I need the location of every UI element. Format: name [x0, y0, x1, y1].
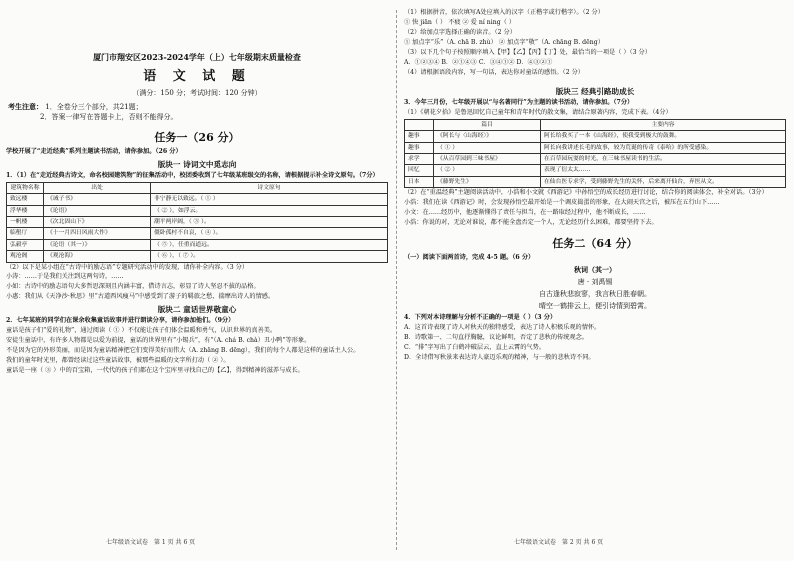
table-row — [7, 216, 388, 227]
page-2 — [404, 8, 786, 548]
q4-option-c: C．“排”字写出了白鹤冲破层云，直上云霄的气势。 — [404, 343, 545, 351]
part1-title: （一）阅读下面两首诗，完成 4-5 题。（6 分） — [404, 254, 535, 262]
table-cell: 《诫子书》 — [44, 194, 151, 205]
notice-label: 考生注意： — [8, 101, 43, 111]
table-row — [405, 176, 786, 187]
fill-q3: （3）以下几个句子按照顺序填入【甲】【乙】【丙】【丁】处，最恰当的一项是（ ）（3 分） — [404, 48, 651, 56]
page-1 — [6, 8, 388, 548]
table-cell: 日本 — [405, 176, 434, 187]
table-row — [405, 131, 786, 142]
notice-1: 1．全卷分三个部分，共21题； — [45, 102, 143, 111]
table-row — [7, 251, 388, 262]
table-row — [405, 165, 786, 176]
score-line: （满分：150 分；考试时间：120 分钟） — [132, 89, 262, 98]
table-cell: 潮平两岸阔，（ ③ ）。 — [151, 216, 388, 227]
q3-2: （2）在“重温经典”主题阅读活动中，小浩和小文就《西游记》中孙悟空的成长经历进行讨论，结合你的阅读体会，补全对话。（3分） — [404, 189, 768, 197]
q1-2c: 小惠：我们从《天净沙·秋思》里“古道西风瘦马”中感受到了游子的羁旅之愁，揣摩出诗人的情感。 — [6, 293, 275, 301]
table-cell: 表现了衍太太…… — [541, 165, 786, 176]
table-cell: 趣事 — [405, 131, 434, 142]
table-cell: 在百草园玩耍的时光，在三味书屋读书的生活。 — [541, 154, 786, 165]
table-cell: 临壑厅 — [7, 228, 44, 239]
table-cell: 《阿长与〈山海经〉》 — [434, 131, 541, 142]
table-cell: 观沧阁 — [7, 251, 44, 262]
q2-paragraph: 安徒生童话中，有许多人物都是以爱为前提，童话的世界里有“小锡兵”，有“（A. chá B. chà）丑小鸭”等形象。 — [6, 337, 311, 345]
q1-2a: 小涛：……于是我们关注到这两句诗，…… — [6, 273, 124, 281]
task1-intro: 学校开展了“走近经典”系列主题读书活动，请你参加。（26 分） — [6, 147, 182, 155]
table-header — [405, 119, 434, 130]
q2-paragraph: 我们的童年时光里，都曾经读过这些童话故事，被那些温暖的文字所打动（ ② ）。 — [6, 357, 230, 365]
table-cell: 僵卧孤村不自哀，（ ④ ）。 — [151, 228, 388, 239]
fill-q1: （1）根据拼音，依次填写A处应填入的汉字（正楷字或行楷字）。（2 分） — [404, 9, 604, 16]
poem-line: 晴空一鹤排云上，便引诗情到碧霄。 — [539, 302, 651, 311]
table-cell: 浮华楼 — [7, 205, 44, 216]
poem-title: 秋词（其一） — [574, 265, 616, 275]
exam-header: 厦门市翔安区2023-2024学年（上）七年级期末质量检查 — [93, 52, 301, 62]
table-cell: 非宁静无以致远。（ ① ） — [151, 194, 388, 205]
page-footer: 七年级语文试卷 第 2 页 共 6 页 — [514, 539, 604, 547]
table-cell: 《十一月四日风雨大作》 — [44, 228, 151, 239]
table-header: 诗文原句 — [151, 182, 388, 193]
table-row — [7, 239, 388, 250]
table-cell: 《论语（其一）》 — [44, 239, 151, 250]
q1-text: 1．（1）在“走近经典古诗文，命名校园建筑物”的征集活动中，校团委收到了七年级某班级交的名称，请根据提示补全诗文原句。（7分） — [6, 171, 379, 179]
section2-title: 版块二 童话世界敬童心 — [157, 305, 237, 315]
q4-option-d: D．全诗借写秋景来表达诗人豪迈乐观的精神，与一般的悲秋诗不同。 — [404, 353, 595, 361]
notice-block — [8, 102, 388, 122]
q3-2c: 小浩：你说的对，无论对谁说，都不能全盘否定一个人，无论经历什么困难，都要坚持下去。 — [404, 219, 658, 227]
table-cell: （ ① ） — [434, 142, 541, 153]
task1-title: 任务一（26 分） — [154, 130, 240, 144]
table-cell: 回忆 — [405, 165, 434, 176]
section1-title: 版块一 诗词文中觅志向 — [157, 159, 237, 169]
fill-q3a: A．①②③④ B．②①④③ C．③④①② D．④③②① — [404, 58, 553, 66]
table-row — [7, 228, 388, 239]
fill-q2: （2）给加点字选择正确的读音。（2 分） — [404, 28, 516, 36]
exam-title: 语 文 试 题 — [143, 68, 251, 84]
section3-title: 版块三 经典引路助成长 — [555, 86, 635, 96]
chaohua-xishi-table — [404, 119, 786, 188]
table-cell: 《观沧海》 — [44, 251, 151, 262]
q3-text: 3．今年三月份，七年级开展以“与名著同行”为主题的读书活动，请你参加。（7分） — [404, 98, 634, 106]
table-cell: 弘毅亭 — [7, 239, 44, 250]
table-cell: 《藤野先生》 — [434, 176, 541, 187]
q1-2: （2）以下是某小组在“古诗中的励志语”专题研究活动中的发现，请你补全内容。（3 分） — [6, 263, 249, 271]
table-cell: 一帆楼 — [7, 216, 44, 227]
fill-q4: （4）请根据语段内容，写一句话，表达你对童话的感悟。（2 分） — [404, 68, 584, 76]
table-header: 篇目 — [434, 119, 541, 130]
table-cell: （ ② ） — [434, 165, 541, 176]
table-cell: 致远楼 — [7, 194, 44, 205]
building-name-table — [6, 182, 388, 263]
table-header: 主要内容 — [541, 119, 786, 130]
table-row — [7, 205, 388, 216]
table-cell: 《从百草园到三味书屋》 — [434, 154, 541, 165]
table-cell: 《次北固山下》 — [44, 216, 151, 227]
table-row — [405, 154, 786, 165]
q4-option-b: B．诗歌第一、二句直抒胸臆，议论鲜明，否定了悲秋的传统观念。 — [404, 333, 588, 341]
poem-line: 自古逢秋悲寂寥，我言秋日胜春朝。 — [539, 290, 651, 299]
table-cell: 趣事 — [405, 142, 434, 153]
table-cell: 求学 — [405, 154, 434, 165]
table-cell: 阿长向我讲述长毛的故事，较为荒诞的传奇《泰哈》的所受感染。 — [541, 142, 786, 153]
q4-text: 4．下列对本诗理解与分析不正确的一项是（ ）（3 分） — [404, 313, 557, 321]
q2-paragraph: 童话是一座（ ③ ）中的百宝箱，一代代的孩子们都在这个宝库里寻找自己的【乙】，得到精神的滋养与成长。 — [6, 367, 304, 375]
table-header: 出处 — [44, 182, 151, 193]
q2-paragraph: 童话是孩子们“爱的礼物”，通过阅读（ ① ）不仅能让孩子们体会温暖和勇气，认识世界的真善美。 — [6, 327, 277, 335]
table-cell: 《论语》 — [44, 205, 151, 216]
task2-title: 任务二（64 分） — [552, 237, 638, 251]
q3-1: （1）《朝花夕拾》是鲁迅回忆自己童年和青年时代的散文集，请结合原著内容，完成下表。（4分） — [404, 108, 672, 116]
table-row — [405, 142, 786, 153]
q2-text: 2．七年某班的同学们在课余收集童话故事并进行朗读分享，请你参加他们。（9分） — [6, 317, 235, 325]
q3-2b: 小文：在……经历中，他逐渐懂得了责任与担当，在一路取经过程中，他不断成长，…… — [404, 209, 646, 217]
fill-q1a: ① 快 jiān（ ） 不疲 ② 爱 ní ning（ ） — [404, 18, 516, 26]
q3-2a: 小浩：我们在读《西游记》时，会发现孙悟空最开始是一个调皮捣蛋的形象，在大闹天宫之后，被压在五行山下…… — [404, 199, 720, 207]
fill-q2a: ① 加点字“乐”（A. chā B. zhù） ② 加点字“敬”（A. chāng B. dēng） — [404, 38, 604, 46]
table-cell: 在仙台医专求学，受到藤野先生的关怀，后来离开仙台，弃医从文。 — [541, 176, 786, 187]
q4-option-a: A．这首诗表现了诗人对秋天的独特感受，表达了诗人积极乐观的情怀。 — [404, 323, 601, 331]
table-cell: （ ⑥ ），（ ⑦ ）。 — [151, 251, 388, 262]
notice-2: 2．答案一律写在答题卡上，否则不能得分。 — [40, 112, 178, 121]
table-cell: （ ⑤ ），任重而道远。 — [151, 239, 388, 250]
poem-author: 唐 · 刘禹锡 — [577, 278, 613, 287]
q1-2b: 小如：古诗中的励志语句大多哲思深刻且内涵丰富，借诗言志，彰显了诗人坚忍不拔的品格。 — [6, 283, 260, 291]
table-cell: 阿长给我买了一本《山海经》，使我受到极大的鼓舞。 — [541, 131, 786, 142]
page-footer: 七年级语文试卷 第 1 页 共 6 页 — [106, 539, 196, 547]
table-header: 建筑物名称 — [7, 182, 44, 193]
page-divider — [396, 10, 397, 550]
table-row — [7, 194, 388, 205]
table-cell: （ ② ），如浮云。 — [151, 205, 388, 216]
q2-paragraph: 不是因为它的外形美丽，而是因为童话精神把它们变得美好而伟大（A. zhāng B. dēng），我们的每个人都是这样的童话主人公。 — [6, 347, 360, 355]
